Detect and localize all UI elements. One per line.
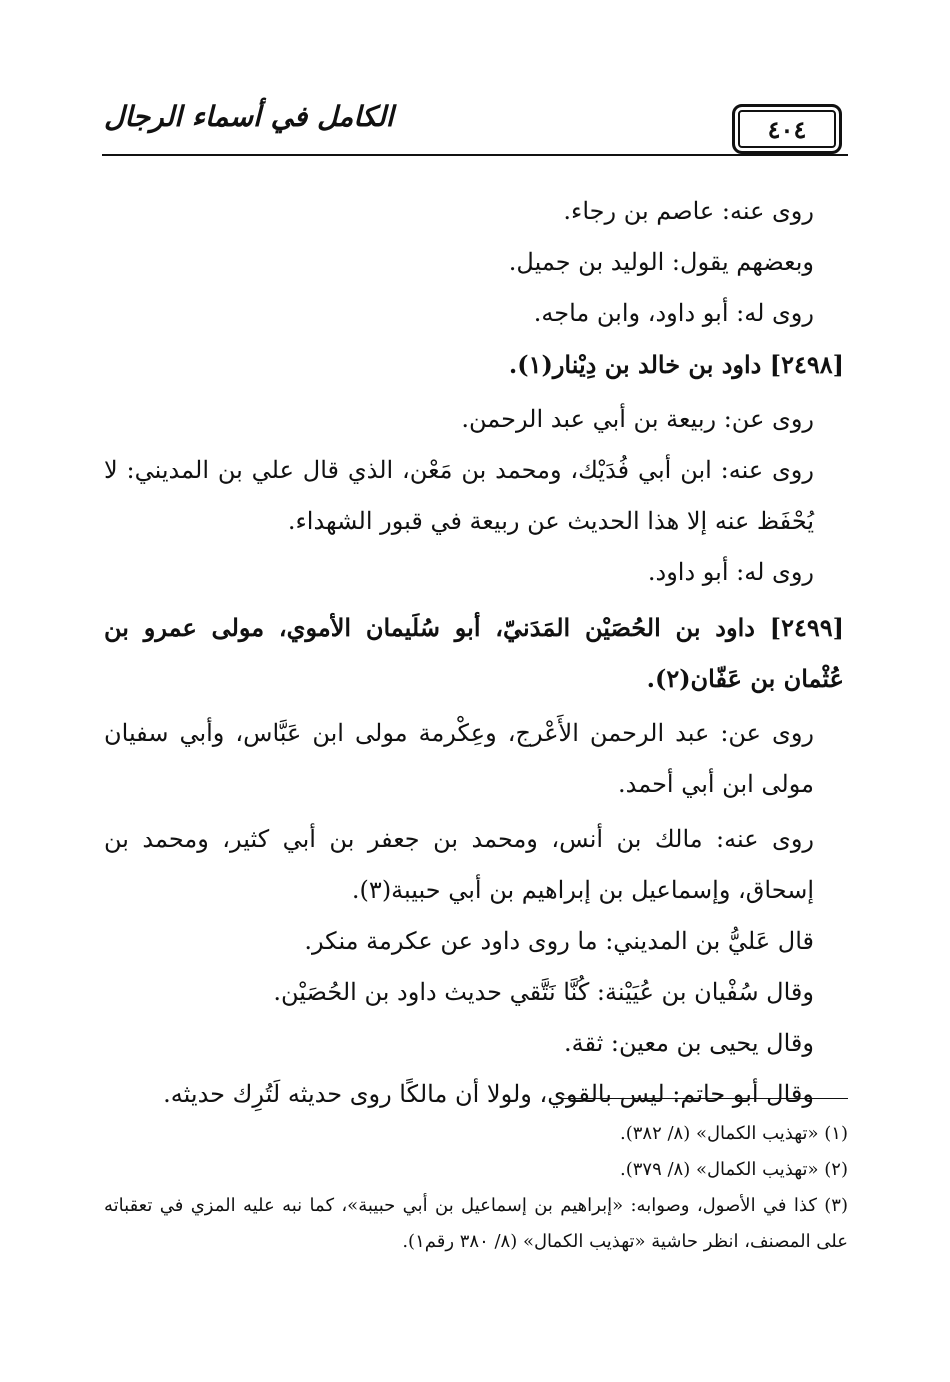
footnotes [104, 1116, 848, 1260]
page-number-frame [732, 104, 842, 154]
text-line: روى له: أبو داود. [647, 558, 814, 586]
entry-heading-2498: [٢٤٩٨] داود بن خالد بن دِيْنار(١). [508, 350, 844, 379]
page-number: ٤٠٤ [767, 114, 807, 144]
text-line: وبعضهم يقول: الوليد بن جميل. [508, 248, 814, 276]
page-header [102, 94, 848, 160]
footnote-separator [560, 1098, 848, 1099]
header-rule [102, 154, 848, 156]
text-line: قال عَليُّ بن المديني: ما روى داود عن عكرمة منكر. [304, 927, 814, 955]
entry-heading-2499: [٢٤٩٩] داود بن الحُصَيْن المَدَنيّ، أبو سُلَيمان الأموي، مولى عمرو بن عُثْمان بن عَفّان(٢). [104, 613, 844, 693]
footnote-3: (٣) كذا في الأصول، وصوابه: «إبراهيم بن إسماعيل بن أبي حبيبة»، كما نبه عليه المزي في تعقباته على المصنف، انظر حاشية «تهذيب الكمال» (٨/ ٣٨٠ رقم١). [104, 1195, 848, 1252]
text-line: روى عن: ربيعة بن أبي عبد الرحمن. [461, 405, 814, 433]
footnote-1: (١) «تهذيب الكمال» (٨/ ٣٨٢). [619, 1123, 848, 1144]
footnote-2: (٢) «تهذيب الكمال» (٨/ ٣٧٩). [619, 1159, 848, 1180]
running-title: الكامل في أسماء الرجال [104, 100, 394, 133]
text-line: وقال سُفْيان بن عُيَيْنة: كُنَّا نَتَّقي حديث داود بن الحُصَيْن. [273, 978, 814, 1006]
text-line: روى عنه: عاصم بن رجاء. [563, 197, 814, 225]
text-line: وقال أبو حاتم: ليس بالقوي، ولولا أن مالكًا روى حديثه لَتُرِك حديثه. [163, 1080, 814, 1108]
text-line: وقال يحيى بن معين: ثقة. [563, 1029, 814, 1057]
text-paragraph: روى عن: عبد الرحمن الأَعْرج، وعِكْرمة مولى ابن عَبَّاس، وأبي سفيان مولى ابن أبي أحمد. [104, 719, 814, 798]
text-paragraph: روى عنه: مالك بن أنس، ومحمد بن جعفر بن أبي كثير، ومحمد بن إسحاق، وإسماعيل بن إبراهيم بن أبي حبيبة(٣). [104, 825, 814, 904]
text-paragraph: روى عنه: ابن أبي فُدَيْك، ومحمد بن مَعْن، الذي قال علي بن المديني: لا يُحْفَظ عنه إلا هذا الحديث عن ربيعة في قبور الشهداء. [104, 456, 814, 535]
text-line: روى له: أبو داود، وابن ماجه. [533, 299, 814, 327]
main-text [104, 186, 844, 1120]
